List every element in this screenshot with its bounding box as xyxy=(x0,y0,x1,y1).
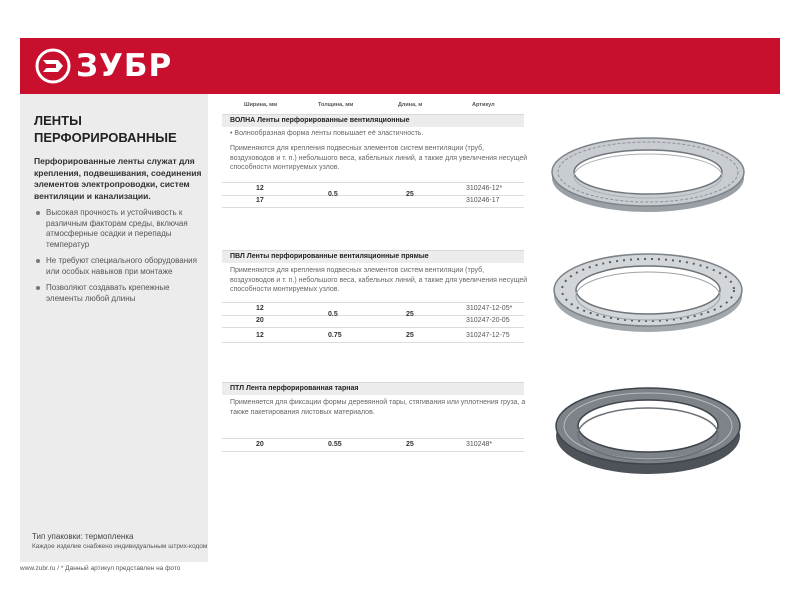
section-code: ВОЛНА xyxy=(230,117,256,124)
column-header-width: Ширина, мм xyxy=(244,102,278,108)
cell-article: 310246-12* xyxy=(466,185,503,192)
cell-article: 310248* xyxy=(466,441,493,448)
footer-note: * Данный артикул представлен на фото xyxy=(60,565,181,572)
feature-text: Позволяют создавать крепежные элементы любой длины xyxy=(46,283,170,303)
section-code: ПТЛ xyxy=(230,385,245,392)
page-title-line2: ПЕРФОРИРОВАННЫЕ xyxy=(34,130,177,145)
section-header-pvl xyxy=(222,250,524,263)
bullet-icon xyxy=(36,286,40,290)
zubr-logo-icon xyxy=(34,47,72,85)
cell-thickness: 0.55 xyxy=(328,441,342,448)
cell-width: 12 xyxy=(256,305,264,312)
packing-tape-coil-image xyxy=(552,378,744,478)
cell-width: 20 xyxy=(256,317,264,324)
bullet-icon xyxy=(36,259,40,263)
intro-text: Перфорированные ленты служат для крепления, подвешивания, соединения элементов электропроводки, систем вентиляции и канализации. xyxy=(34,156,202,201)
cell-width: 12 xyxy=(256,332,264,339)
table-row xyxy=(222,195,524,208)
page-title xyxy=(34,112,204,146)
sidebar xyxy=(20,94,208,562)
table-row xyxy=(222,302,524,316)
cell-length: 25 xyxy=(406,311,414,318)
section-title: Ленты перфорированные вентиляционные xyxy=(257,117,410,124)
section-description: Применяется для фиксации формы деревянной тары, стягивания или уплотнения груза, а также пакетирования листовых материалов. xyxy=(230,399,526,416)
cell-thickness: 0.5 xyxy=(328,191,338,198)
section-title: Лента перфорированная тарная xyxy=(246,385,359,392)
feature-list xyxy=(34,208,206,310)
brand-logo[interactable] xyxy=(34,47,172,85)
cell-width: 17 xyxy=(256,197,264,204)
feature-item xyxy=(34,256,206,277)
section-note: • Волнообразная форма ленты повышает её эластичность. xyxy=(230,130,424,137)
column-header-thickness: Толщина, мм xyxy=(318,102,354,108)
feature-text: Не требуют специального оборудования или особых навыков при монтаже xyxy=(46,256,197,276)
wave-tape-coil-image xyxy=(548,128,748,216)
section-description: Применяются для крепления подвесных элементов систем вентиляции (труб, воздуховодов и т. п.) небольшого веса, кабельных линий, а также для увеличения несущей способности монтируемых узлов. xyxy=(230,145,528,171)
page-title-line1: ЛЕНТЫ xyxy=(34,113,82,128)
cell-article: 310247-20-05 xyxy=(466,317,510,324)
brand-logo-text: ЗУБР xyxy=(76,48,173,84)
cell-width: 12 xyxy=(256,185,264,192)
table-row xyxy=(222,330,524,343)
section-header-volna xyxy=(222,114,524,127)
cell-thickness: 0.75 xyxy=(328,332,342,339)
cell-width: 20 xyxy=(256,441,264,448)
feature-item xyxy=(34,208,206,250)
packaging-info xyxy=(32,532,212,552)
bullet-icon xyxy=(36,211,40,215)
column-header-length: Длина, м xyxy=(398,102,423,108)
cell-length: 25 xyxy=(406,332,414,339)
site-link[interactable]: www.zubr.ru xyxy=(20,565,56,572)
footer-separator: / xyxy=(57,565,60,572)
section-code: ПВЛ xyxy=(230,253,245,260)
packaging-type: Тип упаковки: термопленка xyxy=(32,532,134,541)
footer xyxy=(20,565,180,572)
cell-length: 25 xyxy=(406,191,414,198)
section-description: Применяются для крепления подвесных элементов систем вентиляции (труб, воздуховодов и т. п.) небольшого веса, кабельных линий, а также для увеличения несущей способности монтируемых узлов. xyxy=(230,267,528,293)
feature-text: Высокая прочность и устойчивость к различным факторам среды, включая атмосферные осадки и перепады температур xyxy=(46,208,188,249)
cell-thickness: 0.5 xyxy=(328,311,338,318)
barcode-note: Каждое изделие снабжено индивидуальным штрих-кодом xyxy=(32,543,208,550)
section-header-ptl xyxy=(222,382,524,395)
column-header-article: Артикул xyxy=(472,102,495,108)
straight-tape-coil-image xyxy=(550,246,746,336)
cell-article: 310247-12-75 xyxy=(466,332,510,339)
cell-length: 25 xyxy=(406,441,414,448)
table-row xyxy=(222,182,524,196)
table-row xyxy=(222,438,524,452)
cell-article: 310247-12-05* xyxy=(466,305,513,312)
section-title: Ленты перфорированные вентиляционные прямые xyxy=(246,253,429,260)
feature-item xyxy=(34,283,206,304)
cell-article: 310246-17 xyxy=(466,197,500,204)
table-header xyxy=(222,102,524,112)
table-row xyxy=(222,315,524,328)
brand-banner xyxy=(20,38,780,94)
